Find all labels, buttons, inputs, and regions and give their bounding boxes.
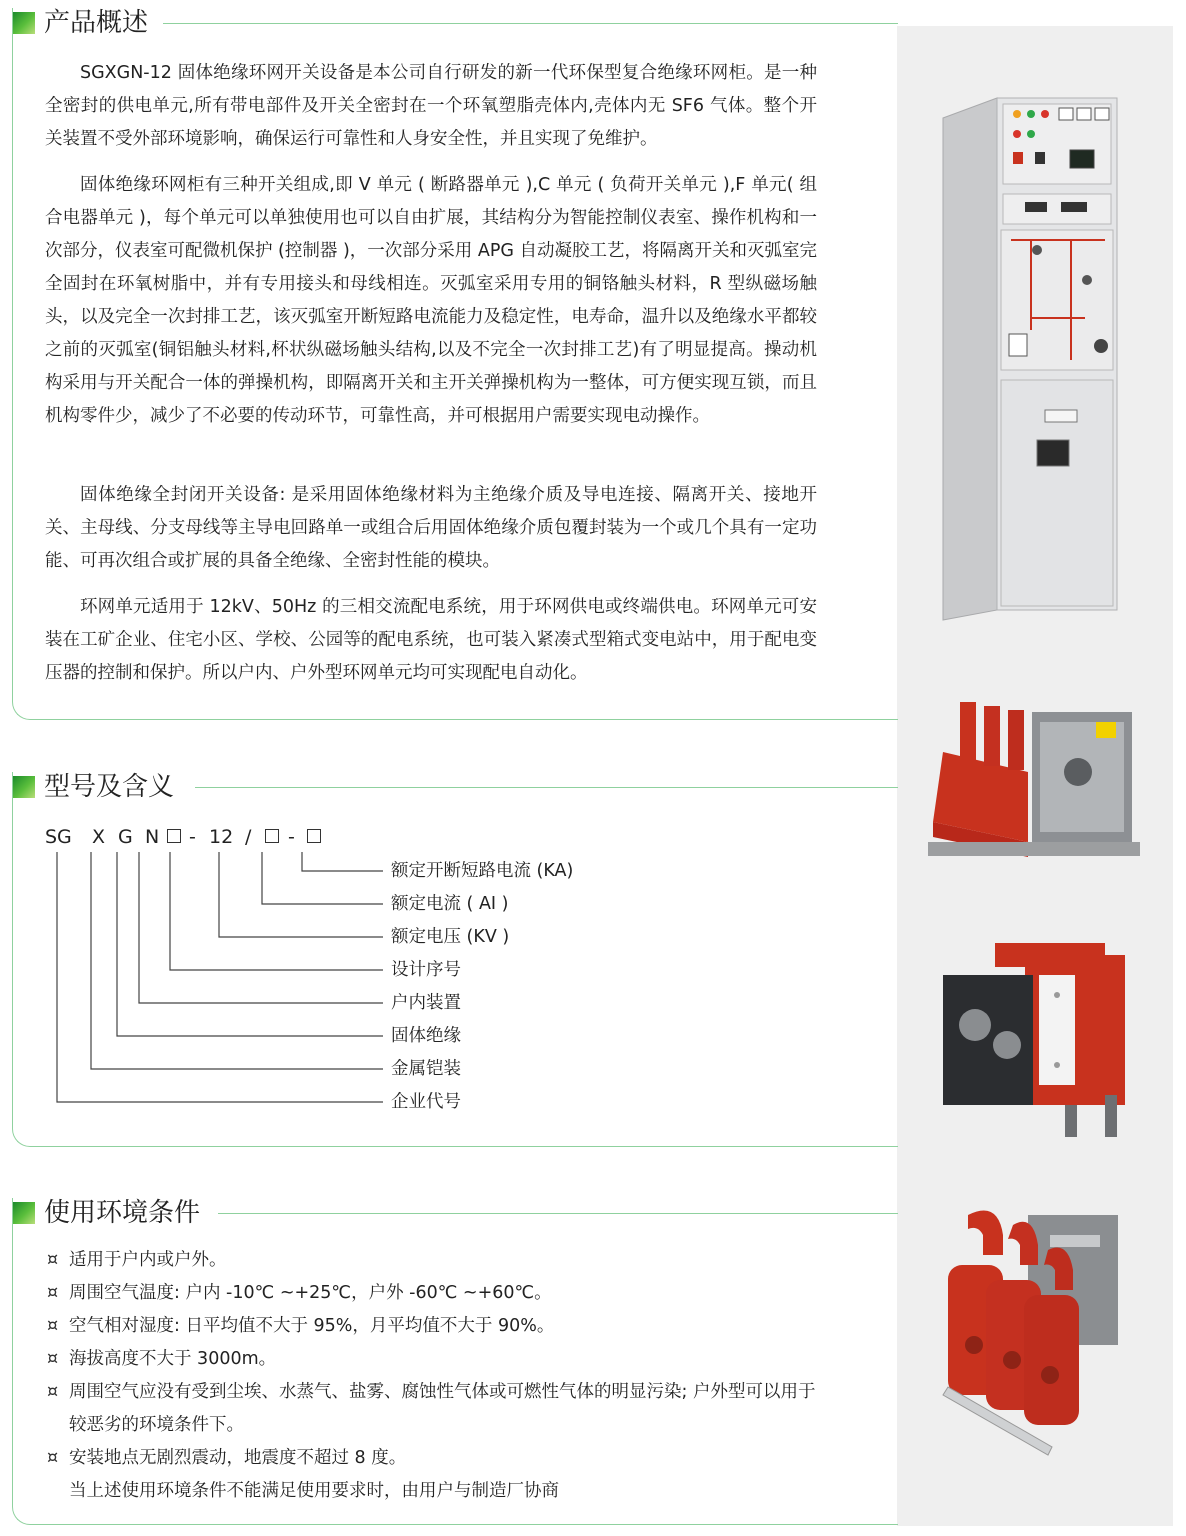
overview-paragraph-2: 固体绝缘环网柜有三种开关组成,即 V 单元 ( 断路器单元 ),C 单元 ( 负荷开关单元 ),F 单元( 组合电器单元 )，每个单元可以单独使用也可以自由扩展，其结构分为智能控制仪表室、操作机构和一次部分，仪表室可配微机保护 (控制器 )，一次部分采用 APG 自动凝胶工艺，将隔离开关和灭弧室完全固封在环氧树脂中，并有专用接头和母线相连。灭弧室采用专用的铜铬触头材料，R 型纵磁场触头，以及完全一次封排工艺，该灭弧室开断短路电流能力及稳定性，电寿命，温升以及绝缘水平都较之前的灭弧室(铜铝触头材料,杯状纵磁场触头结构,以及不完全一次封排工艺)有了明显提高。操动机构采用与开关配合一体的弹操机构，即隔离开关和主开关弹操机构为一整体，可方便实现互锁，而且机构零件少，减少了不必要的传动环节，可靠性高，并可根据用户需要实现电动操作。 xyxy=(45,175,817,426)
bushing-arm-icon xyxy=(968,1211,1003,1256)
controller-screen xyxy=(1070,150,1094,168)
three-phase-insulator-image xyxy=(938,1195,1128,1465)
counter-window xyxy=(1061,202,1087,212)
operating-hole-icon xyxy=(1082,275,1092,285)
env-item-4 xyxy=(47,1343,276,1376)
env-item-5 xyxy=(47,1376,815,1409)
meaning-metal-clad: 金属铠装 xyxy=(391,1059,461,1079)
indicator-light-icon xyxy=(1027,130,1035,138)
env-item-2 xyxy=(47,1277,552,1310)
bullet-icon: ¤ xyxy=(47,1448,59,1468)
insulator-port xyxy=(1041,1366,1059,1384)
switch-icon xyxy=(1035,152,1045,164)
meter-icon xyxy=(1077,108,1091,120)
overview-paragraph-3: 固体绝缘全封闭开关设备: 是采用固体绝缘材料为主绝缘介质及导电连接、隔离开关、接地开关、主母线、分支母线等主导电回路单一或组合后用固体绝缘介质包覆封装为一个或几个具有一定功能、可再次组合或扩展的具备全绝缘、全密封性能的模块。 xyxy=(45,485,817,571)
header-rule xyxy=(163,23,898,24)
meaning-rated-voltage: 额定电压 (KV ) xyxy=(391,927,510,947)
env-text: 空气相对湿度: 日平均值不大于 95%，月平均值不大于 90%。 xyxy=(69,1316,555,1336)
overview-title: 产品概述 xyxy=(44,8,149,38)
gear-icon xyxy=(993,1031,1021,1059)
code-x: X xyxy=(92,826,106,848)
meaning-solid-insulation: 固体绝缘 xyxy=(391,1026,461,1046)
header-rule xyxy=(218,1213,898,1214)
model-header xyxy=(13,772,898,802)
meter-icon xyxy=(1095,108,1109,120)
counter-window xyxy=(1025,202,1047,212)
door-handle xyxy=(1045,410,1077,422)
code-n: N xyxy=(145,826,160,848)
env-item-3 xyxy=(47,1310,554,1343)
section-marker-icon xyxy=(13,776,35,798)
environment-header xyxy=(13,1198,898,1228)
code-12: 12 xyxy=(209,826,234,848)
indicator-light-icon xyxy=(1041,110,1049,118)
bullet-icon: ¤ xyxy=(47,1349,59,1369)
model-section xyxy=(12,772,898,1147)
switch-icon xyxy=(1013,152,1023,164)
indicator-light-icon xyxy=(1013,110,1021,118)
code-dash-2: - xyxy=(288,826,295,848)
env-item-1 xyxy=(47,1244,227,1277)
floor-plate xyxy=(928,842,1140,856)
switchgear-cabinet-image xyxy=(935,90,1135,630)
red-top xyxy=(995,943,1105,967)
code-sg: SG xyxy=(45,826,72,848)
gear-icon xyxy=(959,1009,991,1041)
frame-leg xyxy=(1065,1105,1077,1137)
insulator-body xyxy=(1024,1295,1079,1425)
double-unit-image xyxy=(935,935,1135,1145)
env-text: 海拔高度不大于 3000m。 xyxy=(69,1349,277,1369)
bullet-icon: ¤ xyxy=(47,1250,59,1270)
overview-header xyxy=(13,8,898,38)
header-rule xyxy=(195,787,898,788)
indicator-light-icon xyxy=(1013,130,1021,138)
env-text: 周围空气应没有受到尘埃、水蒸气、盐雾、腐蚀性气体或可燃性气体的明显污染; 户外型可以用于 xyxy=(69,1382,816,1402)
bullet-icon: ¤ xyxy=(47,1316,59,1336)
cabinet-side xyxy=(943,98,997,620)
indicator-light-icon xyxy=(1027,110,1035,118)
counter-panel xyxy=(1003,194,1111,224)
gear-icon xyxy=(1064,758,1092,786)
bushing-icon xyxy=(960,702,976,762)
bolt-icon xyxy=(1054,992,1060,998)
code-slash: / xyxy=(245,826,252,848)
bushing-icon xyxy=(1008,710,1024,770)
meter-icon xyxy=(1009,334,1027,356)
model-code-area xyxy=(13,822,713,1122)
model-title: 型号及含义 xyxy=(44,772,175,802)
bullet-icon: ¤ xyxy=(47,1283,59,1303)
env-text: 周围空气温度: 户内 -10℃ ~+25℃，户外 -60℃ ~+60℃。 xyxy=(69,1283,552,1303)
frame-leg xyxy=(1105,1095,1117,1137)
env-item-5-continuation: 较恶劣的环境条件下。 xyxy=(69,1415,244,1435)
overview-paragraph-1: SGXGN-12 固体绝缘环网开关设备是本公司自行研发的新一代环保型复合绝缘环网柜。是一种全密封的供电单元,所有带电部件及开关全密封在一个环氧塑脂壳体内,壳体内无 SF6 气体。整个开关装置不受外部环境影响，确保运行可靠性和人身安全性，并且实现了免维护。 xyxy=(45,63,817,149)
insulator-port xyxy=(1003,1351,1021,1369)
meaning-rated-current: 额定电流 ( AI ) xyxy=(391,894,509,914)
meter-icon xyxy=(1059,108,1073,120)
environment-section xyxy=(12,1198,898,1525)
meaning-breaking-current: 额定开断短路电流 (KA) xyxy=(391,861,574,881)
spring-icon xyxy=(1050,1235,1100,1247)
operating-hole-icon xyxy=(1094,339,1108,353)
overview-section xyxy=(12,8,898,720)
inspection-window xyxy=(1037,440,1069,466)
white-panel xyxy=(1039,975,1075,1085)
meaning-design-serial: 设计序号 xyxy=(391,960,461,980)
bullet-icon: ¤ xyxy=(47,1382,59,1402)
bushing-icon xyxy=(984,706,1000,766)
model-leader-lines xyxy=(13,822,713,1122)
env-note: 当上述使用环境条件不能满足使用要求时，由用户与制造厂协商 xyxy=(69,1481,559,1501)
meaning-company-code: 企业代号 xyxy=(391,1092,461,1112)
insulator-port xyxy=(965,1336,983,1354)
overview-paragraph-4: 环网单元适用于 12kV、50Hz 的三相交流配电系统，用于环网供电或终端供电。环网单元可安装在工矿企业、住宅小区、学校、公园等的配电系统，也可装入紧凑式型箱式变电站中，用于配电变压器的控制和保护。所以户内、户外型环网单元均可实现配电自动化。 xyxy=(45,597,817,683)
label-tag xyxy=(1096,722,1116,738)
code-dash-1: - xyxy=(189,826,196,848)
env-text: 适用于户内或户外。 xyxy=(69,1250,227,1270)
meaning-indoor: 户内装置 xyxy=(391,993,461,1013)
env-text: 安装地点无剧烈震动，地震度不超过 8 度。 xyxy=(69,1448,407,1468)
section-marker-icon xyxy=(13,1202,35,1224)
environment-title: 使用环境条件 xyxy=(44,1198,201,1228)
section-marker-icon xyxy=(13,12,35,34)
env-item-6 xyxy=(47,1442,406,1475)
breaker-module-image xyxy=(928,692,1140,862)
bolt-icon xyxy=(1054,1062,1060,1068)
operating-hole-icon xyxy=(1032,245,1042,255)
code-g: G xyxy=(118,826,133,848)
